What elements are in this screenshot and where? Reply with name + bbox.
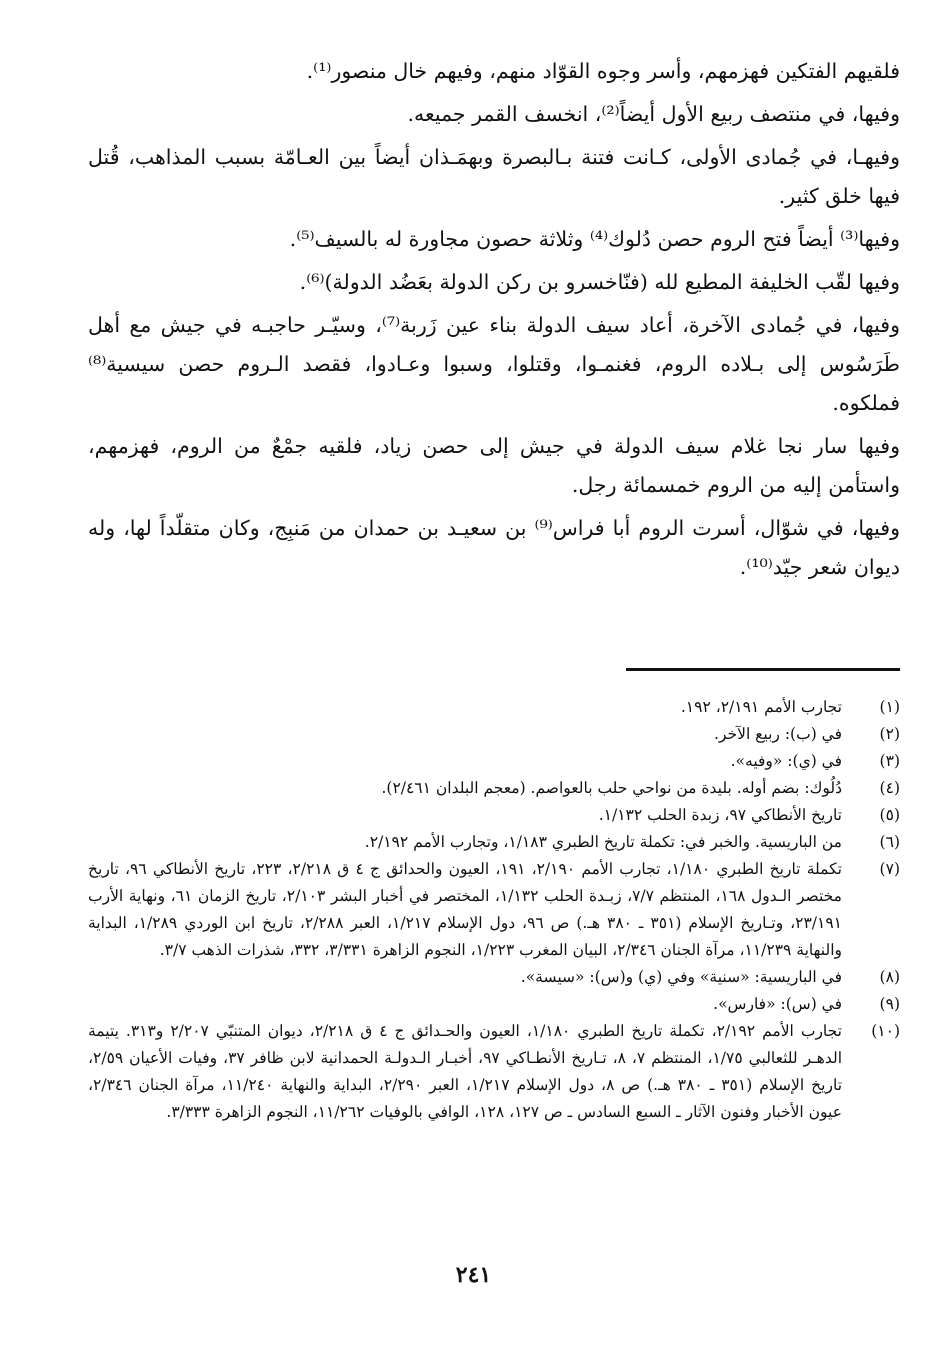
- footnote-number: (٥): [879, 806, 900, 824]
- footnote-item: [88, 802, 900, 829]
- footnote-text: تجارب الأمم ٢/١٩١، ١٩٢.: [680, 698, 842, 716]
- paragraph-8: وفيها، في شوّال، أسرت الروم أبا فراس⁽⁹⁾ بن سعيـد بن حمدان من مَنبِج، وكان متقلّداً لها، وله ديوان شعر جيّد⁽¹⁰⁾.: [88, 516, 900, 579]
- paragraph-3: وفيهـا، في جُمادى الأولى، كـانت فتنة بـالبصرة وبهمَـذان أيضاً بين العـامّة بسبب المذاهب، قُتل فيها خلق كثير.: [88, 145, 900, 208]
- footnote-text: تكملة تاريخ الطبري ١/١٨٠، تجارب الأمم ٢/١٩٠، ١٩١، العيون والحدائق ج ٤ ق ٢/٢١٨، ٢٢٣، تاريخ الأنطاكي ٩٦، تاريخ مختصر الـدول ١٦٨، المنتظم ٧/٧، زبـدة الحلب ١/١٣٢، المختصر في أخبار البشر ٢/١٠٣، تاريخ الزمان ٦١، ونهاية الأرب ٢٣/١٩١، وتـاريخ الإسلام (٣٥١ ـ ٣٨٠ هـ.) ص ٩٦، دول الإسلام ١/٢١٧، العبر ٢/٢٨٨، تاريخ ابن الوردي ١/٢٨٩، البداية والنهاية ١١/٢٣٩، مرآة الجنان ٢/٣٤٦، البيان المغرب ١/٢٢٣، النجوم الزاهرة ٣/٣٣١، ٣٣٢، شذرات الذهب ٣/٧.: [88, 860, 843, 959]
- footnote-number: (٢): [879, 725, 900, 743]
- footnote-text: دُلُوك: بضم أوله. بليدة من نواحي حلب بالعواصم. (معجم البلدان ٢/٤٦١).: [381, 779, 842, 797]
- main-text-block: [88, 52, 900, 591]
- footnote-item: [88, 721, 900, 748]
- footnote-item: [88, 856, 900, 964]
- footnote-text: تاريخ الأنطاكي ٩٧، زبدة الحلب ١/١٣٢.: [598, 806, 842, 824]
- footnote-item: [88, 964, 900, 991]
- footnote-text: تجارب الأمم ٢/١٩٢، تكملة تاريخ الطبري ١/١٨٠، العيون والحـدائق ج ٤ ق ٢/٢١٨، ديوان المتنبّي ٢/٢٠٧ و٣١٣. يتيمة الدهـر للثعالبي ١/٧٥، المنتظم ٧، ٨، تـاريخ الأنطـاكي ٩٧، أخبـار الـدولـة الحمدانية لابن ظافر ٣٧، وفيات الأعيان ٢/٥٩، تاريخ الإسلام (٣٥١ ـ ٣٨٠ هـ.) ص ٨، دول الإسلام ١/٢١٧، العبر ٢/٢٩٠، البداية والنهاية ١١/٢٤٠، مرآة الجنان ٢/٣٤٦، عيون الأخبار وفنون الآثار ـ السبع السادس ـ ص ١٢٧، ١٢٨، الوافي بالوفيات ١١/٢٦٢، النجوم الزاهرة ٣/٣٣٣.: [88, 1022, 843, 1121]
- footnote-number: (١٠): [871, 1022, 900, 1040]
- footnote-number: (٦): [879, 833, 900, 851]
- footnote-number: (٩): [879, 995, 900, 1013]
- footnote-number: (١): [879, 698, 900, 716]
- footnote-text: في (ي): «وفيه».: [730, 752, 842, 770]
- footnote-text: في الباريسية: «سنية» وفي (ي) و(س): «سيسة».: [520, 968, 842, 986]
- footnote-number: (٤): [879, 779, 900, 797]
- paragraph-6: وفيها، في جُمادى الآخرة، أعاد سيف الدولة بناء عين زَربة⁽⁷⁾، وسيّـر حاجبـه في جيش مع أهل طَرَسُوس إلى بـلاده الروم، فغنمـوا، وقتلوا، وسبوا وعـادوا، فقصد الـروم حصن سيسية⁽⁸⁾ فملكوه.: [88, 313, 900, 415]
- footnote-text: في (س): «فارس».: [713, 995, 842, 1013]
- footnotes-block: [88, 694, 900, 1126]
- footnote-item: [88, 694, 900, 721]
- paragraph-7: وفيها سار نجا غلام سيف الدولة في جيش إلى حصن زياد، فلقيه جمْعٌ من الروم، فهزمهم، واستأمن إليه من الروم خمسمائة رجل.: [88, 434, 900, 497]
- footnote-item: [88, 991, 900, 1018]
- footnote-item: [88, 748, 900, 775]
- paragraph-5: وفيها لقّب الخليفة المطيع لله (فنّاخسرو بن ركن الدولة بعَضُد الدولة)⁽⁶⁾.: [299, 270, 900, 294]
- footnote-item: [88, 829, 900, 856]
- page-number: ٢٤١: [455, 1262, 492, 1288]
- footnote-item: [88, 775, 900, 802]
- paragraph-4: وفيها⁽³⁾ أيضاً فتح الروم حصن دُلوك⁽⁴⁾ وثلاثة حصون مجاورة له بالسيف⁽⁵⁾.: [289, 227, 900, 251]
- footnote-text: في (ب): ربيع الآخر.: [714, 725, 842, 743]
- footnote-text: من الباريسية. والخبر في: تكملة تاريخ الطبري ١/١٨٣، وتجارب الأمم ٢/١٩٢.: [364, 833, 842, 851]
- footnote-item: [88, 1018, 900, 1126]
- footnote-separator: [626, 668, 900, 671]
- footnote-number: (٣): [879, 752, 900, 770]
- paragraph-1: فلقيهم الفتكين فهزمهم، وأسر وجوه القوّاد منهم، وفيهم خال منصور⁽¹⁾.: [306, 59, 900, 83]
- footnote-number: (٧): [879, 860, 900, 878]
- footnote-number: (٨): [879, 968, 900, 986]
- paragraph-2: وفيها، في منتصف ربيع الأول أيضاً⁽²⁾، انخسف القمر جميعه.: [407, 102, 900, 126]
